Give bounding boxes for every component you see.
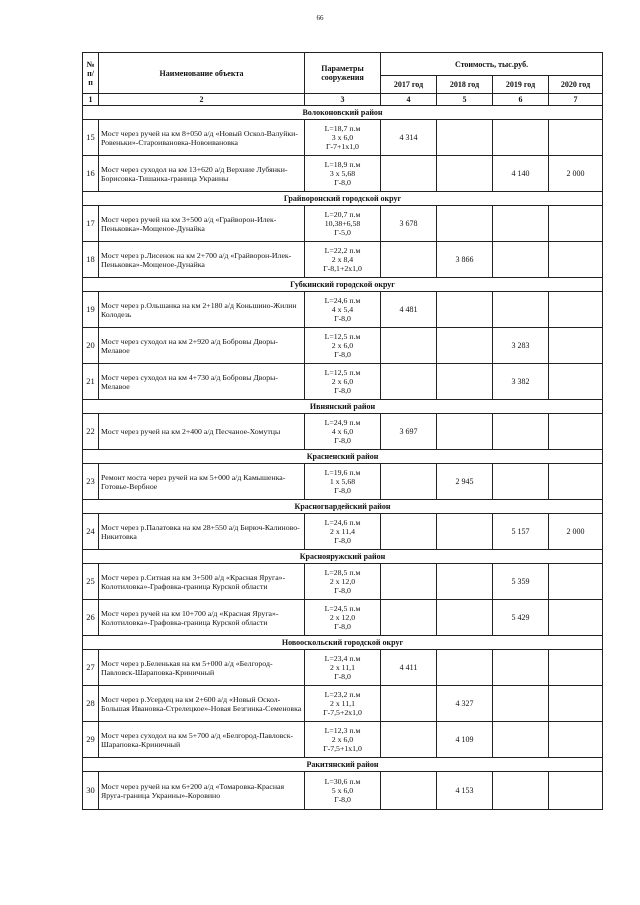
param-line: Г-8,0 <box>334 586 351 595</box>
param-line: Г-8,0 <box>334 386 351 395</box>
cost-2019 <box>493 242 549 278</box>
param-line: L=28,5 п.м <box>324 568 361 577</box>
object-name: Мост через ручей на км 2+400 а/д Песчаное-Хомутцы <box>99 414 305 450</box>
structure-params <box>305 564 381 600</box>
param-line: L=22,2 п.м <box>324 246 361 255</box>
cost-2018 <box>437 514 493 550</box>
object-name: Мост через суходол на км 4+730 а/д Бобровы Дворы-Мелавое <box>99 364 305 400</box>
table-row <box>83 328 603 364</box>
index-cell: 5 <box>437 94 493 106</box>
object-name: Мост через ручей на км 6+200 а/д «Томаровка-Красная Яруга-граница Украины»-Коровино <box>99 772 305 810</box>
row-number: 26 <box>83 600 99 636</box>
district-name: Красногвардейский район <box>83 500 603 514</box>
district-row <box>83 550 603 564</box>
district-name: Ивнянский район <box>83 400 603 414</box>
cost-2017 <box>381 722 437 758</box>
cost-2020 <box>549 206 603 242</box>
param-line: 2 x 8,4 <box>331 255 354 264</box>
cost-2017 <box>381 156 437 192</box>
param-line: Г-8,0 <box>334 672 351 681</box>
index-cell: 2 <box>99 94 305 106</box>
row-number: 30 <box>83 772 99 810</box>
header-params: Параметры сооружения <box>305 53 381 94</box>
cost-2018 <box>437 156 493 192</box>
district-name: Губкинский городской округ <box>83 278 603 292</box>
cost-2019 <box>493 772 549 810</box>
district-row <box>83 450 603 464</box>
param-line: 5 x 6,0 <box>331 786 354 795</box>
param-line: L=24,5 п.м <box>324 604 361 613</box>
index-cell: 6 <box>493 94 549 106</box>
header-cost: Стоимость, тыс.руб. <box>381 53 603 76</box>
district-name: Новооскольский городской округ <box>83 636 603 650</box>
table-row <box>83 772 603 810</box>
row-number: 17 <box>83 206 99 242</box>
cost-2018: 4 109 <box>437 722 493 758</box>
header-year-2019: 2019 год <box>493 76 549 94</box>
row-number: 22 <box>83 414 99 450</box>
table-row <box>83 600 603 636</box>
param-line: Г-7,5+1x1,0 <box>323 744 362 753</box>
param-line: Г-8,0 <box>334 314 351 323</box>
param-line: L=12,3 п.м <box>324 726 361 735</box>
district-row <box>83 500 603 514</box>
object-name: Мост через р.Лисенок на км 2+700 а/д «Грайворон-Илек-Пеньковка»-Мощеное-Дунайка <box>99 242 305 278</box>
cost-2017: 3 697 <box>381 414 437 450</box>
structure-params <box>305 464 381 500</box>
param-line: 10,38+6,58 <box>324 219 361 228</box>
structure-params <box>305 156 381 192</box>
param-line: 2 x 6,0 <box>331 735 354 744</box>
row-number: 27 <box>83 650 99 686</box>
param-line: 2 x 6,0 <box>331 377 354 386</box>
cost-2018: 2 945 <box>437 464 493 500</box>
param-line: Г-8,1+2x1,0 <box>323 264 362 273</box>
cost-2020 <box>549 600 603 636</box>
cost-2019 <box>493 206 549 242</box>
param-line: Г-8,0 <box>334 795 351 804</box>
cost-2019: 5 359 <box>493 564 549 600</box>
cost-2018 <box>437 650 493 686</box>
structure-params <box>305 514 381 550</box>
table-row <box>83 414 603 450</box>
row-number: 15 <box>83 120 99 156</box>
cost-2018 <box>437 364 493 400</box>
param-line: Г-8,0 <box>334 350 351 359</box>
structure-params <box>305 650 381 686</box>
object-name: Мост через суходол на км 13+620 а/д Верхние Лубянки-Борисовка-Тишанка-граница Украины <box>99 156 305 192</box>
cost-2019 <box>493 464 549 500</box>
cost-2020 <box>549 650 603 686</box>
table-row <box>83 120 603 156</box>
cost-2019 <box>493 722 549 758</box>
param-line: L=24,6 п.м <box>324 296 361 305</box>
param-line: Г-7+1x1,0 <box>326 142 359 151</box>
cost-2017: 4 314 <box>381 120 437 156</box>
object-name: Мост через ручей на км 10+700 а/д «Красная Яруга»-Колотиловка»-Графовка-граница Курской области <box>99 600 305 636</box>
object-name: Мост через суходол на км 5+700 а/д «Белгород-Павловск-Шараповка-Криничный <box>99 722 305 758</box>
district-row <box>83 636 603 650</box>
cost-2020 <box>549 464 603 500</box>
cost-2017 <box>381 364 437 400</box>
object-name: Мост через суходол на км 2+920 а/д Бобровы Дворы-Мелавое <box>99 328 305 364</box>
row-number: 16 <box>83 156 99 192</box>
param-line: L=18,9 п.м <box>324 160 361 169</box>
cost-2017: 4 481 <box>381 292 437 328</box>
cost-2020 <box>549 364 603 400</box>
param-line: L=12,5 п.м <box>324 368 361 377</box>
table-row <box>83 364 603 400</box>
cost-2020 <box>549 564 603 600</box>
param-line: 2 x 11,1 <box>329 699 356 708</box>
table-row <box>83 156 603 192</box>
district-name: Грайворонский городской округ <box>83 192 603 206</box>
row-number: 25 <box>83 564 99 600</box>
row-number: 20 <box>83 328 99 364</box>
index-cell: 1 <box>83 94 99 106</box>
param-line: L=30,6 п.м <box>324 777 361 786</box>
cost-2017 <box>381 464 437 500</box>
index-cell: 7 <box>549 94 603 106</box>
structure-params <box>305 722 381 758</box>
cost-2019 <box>493 686 549 722</box>
param-line: L=12,5 п.м <box>324 332 361 341</box>
cost-2020 <box>549 120 603 156</box>
param-line: Г-5,0 <box>334 228 351 237</box>
cost-2020: 2 000 <box>549 156 603 192</box>
param-line: 1 x 5,68 <box>329 477 356 486</box>
structure-params <box>305 328 381 364</box>
cost-2020 <box>549 722 603 758</box>
district-row <box>83 400 603 414</box>
structure-params <box>305 772 381 810</box>
cost-2018 <box>437 206 493 242</box>
district-row <box>83 278 603 292</box>
param-line: 4 x 6,0 <box>331 427 354 436</box>
district-row <box>83 106 603 120</box>
table-body <box>83 106 603 810</box>
table-row <box>83 206 603 242</box>
cost-2017: 4 411 <box>381 650 437 686</box>
param-line: L=20,7 п.м <box>324 210 361 219</box>
cost-2019: 5 429 <box>493 600 549 636</box>
param-line: L=24,6 п.м <box>324 518 361 527</box>
object-name: Мост через р.Ситная на км 3+500 а/д «Красная Яруга»-Колотиловка»-Графовка-граница Курской области <box>99 564 305 600</box>
param-line: 2 x 12,0 <box>329 613 356 622</box>
param-line: L=24,9 п.м <box>324 418 361 427</box>
structure-params <box>305 600 381 636</box>
structure-params <box>305 120 381 156</box>
table-row <box>83 242 603 278</box>
district-row <box>83 758 603 772</box>
object-name: Мост через р.Палатовка на км 28+550 а/д Бирюч-Калиново-Никитовка <box>99 514 305 550</box>
header-name: Наименование объекта <box>99 53 305 94</box>
cost-2018 <box>437 564 493 600</box>
cost-2018 <box>437 328 493 364</box>
structure-params <box>305 364 381 400</box>
cost-2018 <box>437 292 493 328</box>
cost-2019: 3 382 <box>493 364 549 400</box>
cost-2020 <box>549 242 603 278</box>
cost-2019 <box>493 292 549 328</box>
structure-params <box>305 686 381 722</box>
cost-2017 <box>381 686 437 722</box>
row-number: 18 <box>83 242 99 278</box>
table-row <box>83 686 603 722</box>
header-year-2020: 2020 год <box>549 76 603 94</box>
param-line: Г-7,5+2x1,0 <box>323 708 362 717</box>
object-name: Ремонт моста через ручей на км 5+000 а/д Камышенка-Готовье-Вербное <box>99 464 305 500</box>
cost-2019 <box>493 650 549 686</box>
cost-2020 <box>549 292 603 328</box>
param-line: 3 x 5,68 <box>329 169 356 178</box>
table-row <box>83 514 603 550</box>
page-number: 66 <box>316 14 324 22</box>
row-number: 28 <box>83 686 99 722</box>
param-line: 2 x 11,4 <box>329 527 356 536</box>
row-number: 19 <box>83 292 99 328</box>
param-line: L=19,6 п.м <box>324 468 361 477</box>
object-name: Мост через ручей на км 3+500 а/д «Грайворон-Илек-Пеньковка»-Мощеное-Дунайка <box>99 206 305 242</box>
param-line: 2 x 12,0 <box>329 577 356 586</box>
object-name: Мост через р.Усердец на км 2+600 а/д «Новый Оскол-Большая Ивановка-Стрелецкое»-Новая Безгинка-Семеновка <box>99 686 305 722</box>
param-line: 2 x 6,0 <box>331 341 354 350</box>
param-line: 2 x 11,1 <box>329 663 356 672</box>
structure-params <box>305 206 381 242</box>
structure-params <box>305 414 381 450</box>
param-line: Г-8,0 <box>334 486 351 495</box>
cost-2017 <box>381 772 437 810</box>
cost-2020 <box>549 772 603 810</box>
cost-2018 <box>437 600 493 636</box>
cost-2020: 2 000 <box>549 514 603 550</box>
header-num: № п/п <box>83 53 99 94</box>
object-name: Мост через р.Беленькая на км 5+000 а/д «Белгород-Павловск-Шараповка-Криничный <box>99 650 305 686</box>
param-line: 3 x 6,0 <box>331 133 354 142</box>
cost-2017 <box>381 564 437 600</box>
param-line: Г-8,0 <box>334 622 351 631</box>
row-number: 23 <box>83 464 99 500</box>
cost-2017: 3 678 <box>381 206 437 242</box>
cost-2017 <box>381 514 437 550</box>
param-line: L=23,2 п.м <box>324 690 361 699</box>
table-row <box>83 650 603 686</box>
cost-2020 <box>549 328 603 364</box>
header-year-2017: 2017 год <box>381 76 437 94</box>
param-line: Г-8,0 <box>334 178 351 187</box>
cost-2019: 3 283 <box>493 328 549 364</box>
table-row <box>83 292 603 328</box>
object-name: Мост через ручей на км 8+050 а/д «Новый Оскол-Валуйки-Ровеньки»-Староивановка-Новоивановка <box>99 120 305 156</box>
district-name: Краснояружский район <box>83 550 603 564</box>
object-name: Мост через р.Ольшанка на км 2+180 а/д Коньшино-Жилин Колодезь <box>99 292 305 328</box>
cost-2018: 3 866 <box>437 242 493 278</box>
district-name: Красненский район <box>83 450 603 464</box>
param-line: 4 x 5,4 <box>331 305 354 314</box>
index-cell: 3 <box>305 94 381 106</box>
header-year-2018: 2018 год <box>437 76 493 94</box>
cost-2017 <box>381 328 437 364</box>
param-line: L=23,4 п.м <box>324 654 361 663</box>
cost-2019 <box>493 120 549 156</box>
cost-2017 <box>381 242 437 278</box>
table-row <box>83 722 603 758</box>
structure-params <box>305 242 381 278</box>
table-row <box>83 564 603 600</box>
cost-2019: 4 140 <box>493 156 549 192</box>
table-row <box>83 464 603 500</box>
district-name: Ракитянский район <box>83 758 603 772</box>
cost-2020 <box>549 414 603 450</box>
index-cell: 4 <box>381 94 437 106</box>
district-name: Волоконовский район <box>83 106 603 120</box>
cost-2020 <box>549 686 603 722</box>
cost-2019 <box>493 414 549 450</box>
param-line: Г-8,0 <box>334 536 351 545</box>
param-line: L=18,7 п.м <box>324 124 361 133</box>
cost-2018: 4 327 <box>437 686 493 722</box>
param-line: Г-8,0 <box>334 436 351 445</box>
structure-params <box>305 292 381 328</box>
cost-2017 <box>381 600 437 636</box>
cost-2018 <box>437 414 493 450</box>
cost-2019: 5 157 <box>493 514 549 550</box>
row-number: 24 <box>83 514 99 550</box>
bridge-cost-table <box>82 52 603 810</box>
row-number: 29 <box>83 722 99 758</box>
cost-2018 <box>437 120 493 156</box>
row-number: 21 <box>83 364 99 400</box>
district-row <box>83 192 603 206</box>
cost-2018: 4 153 <box>437 772 493 810</box>
